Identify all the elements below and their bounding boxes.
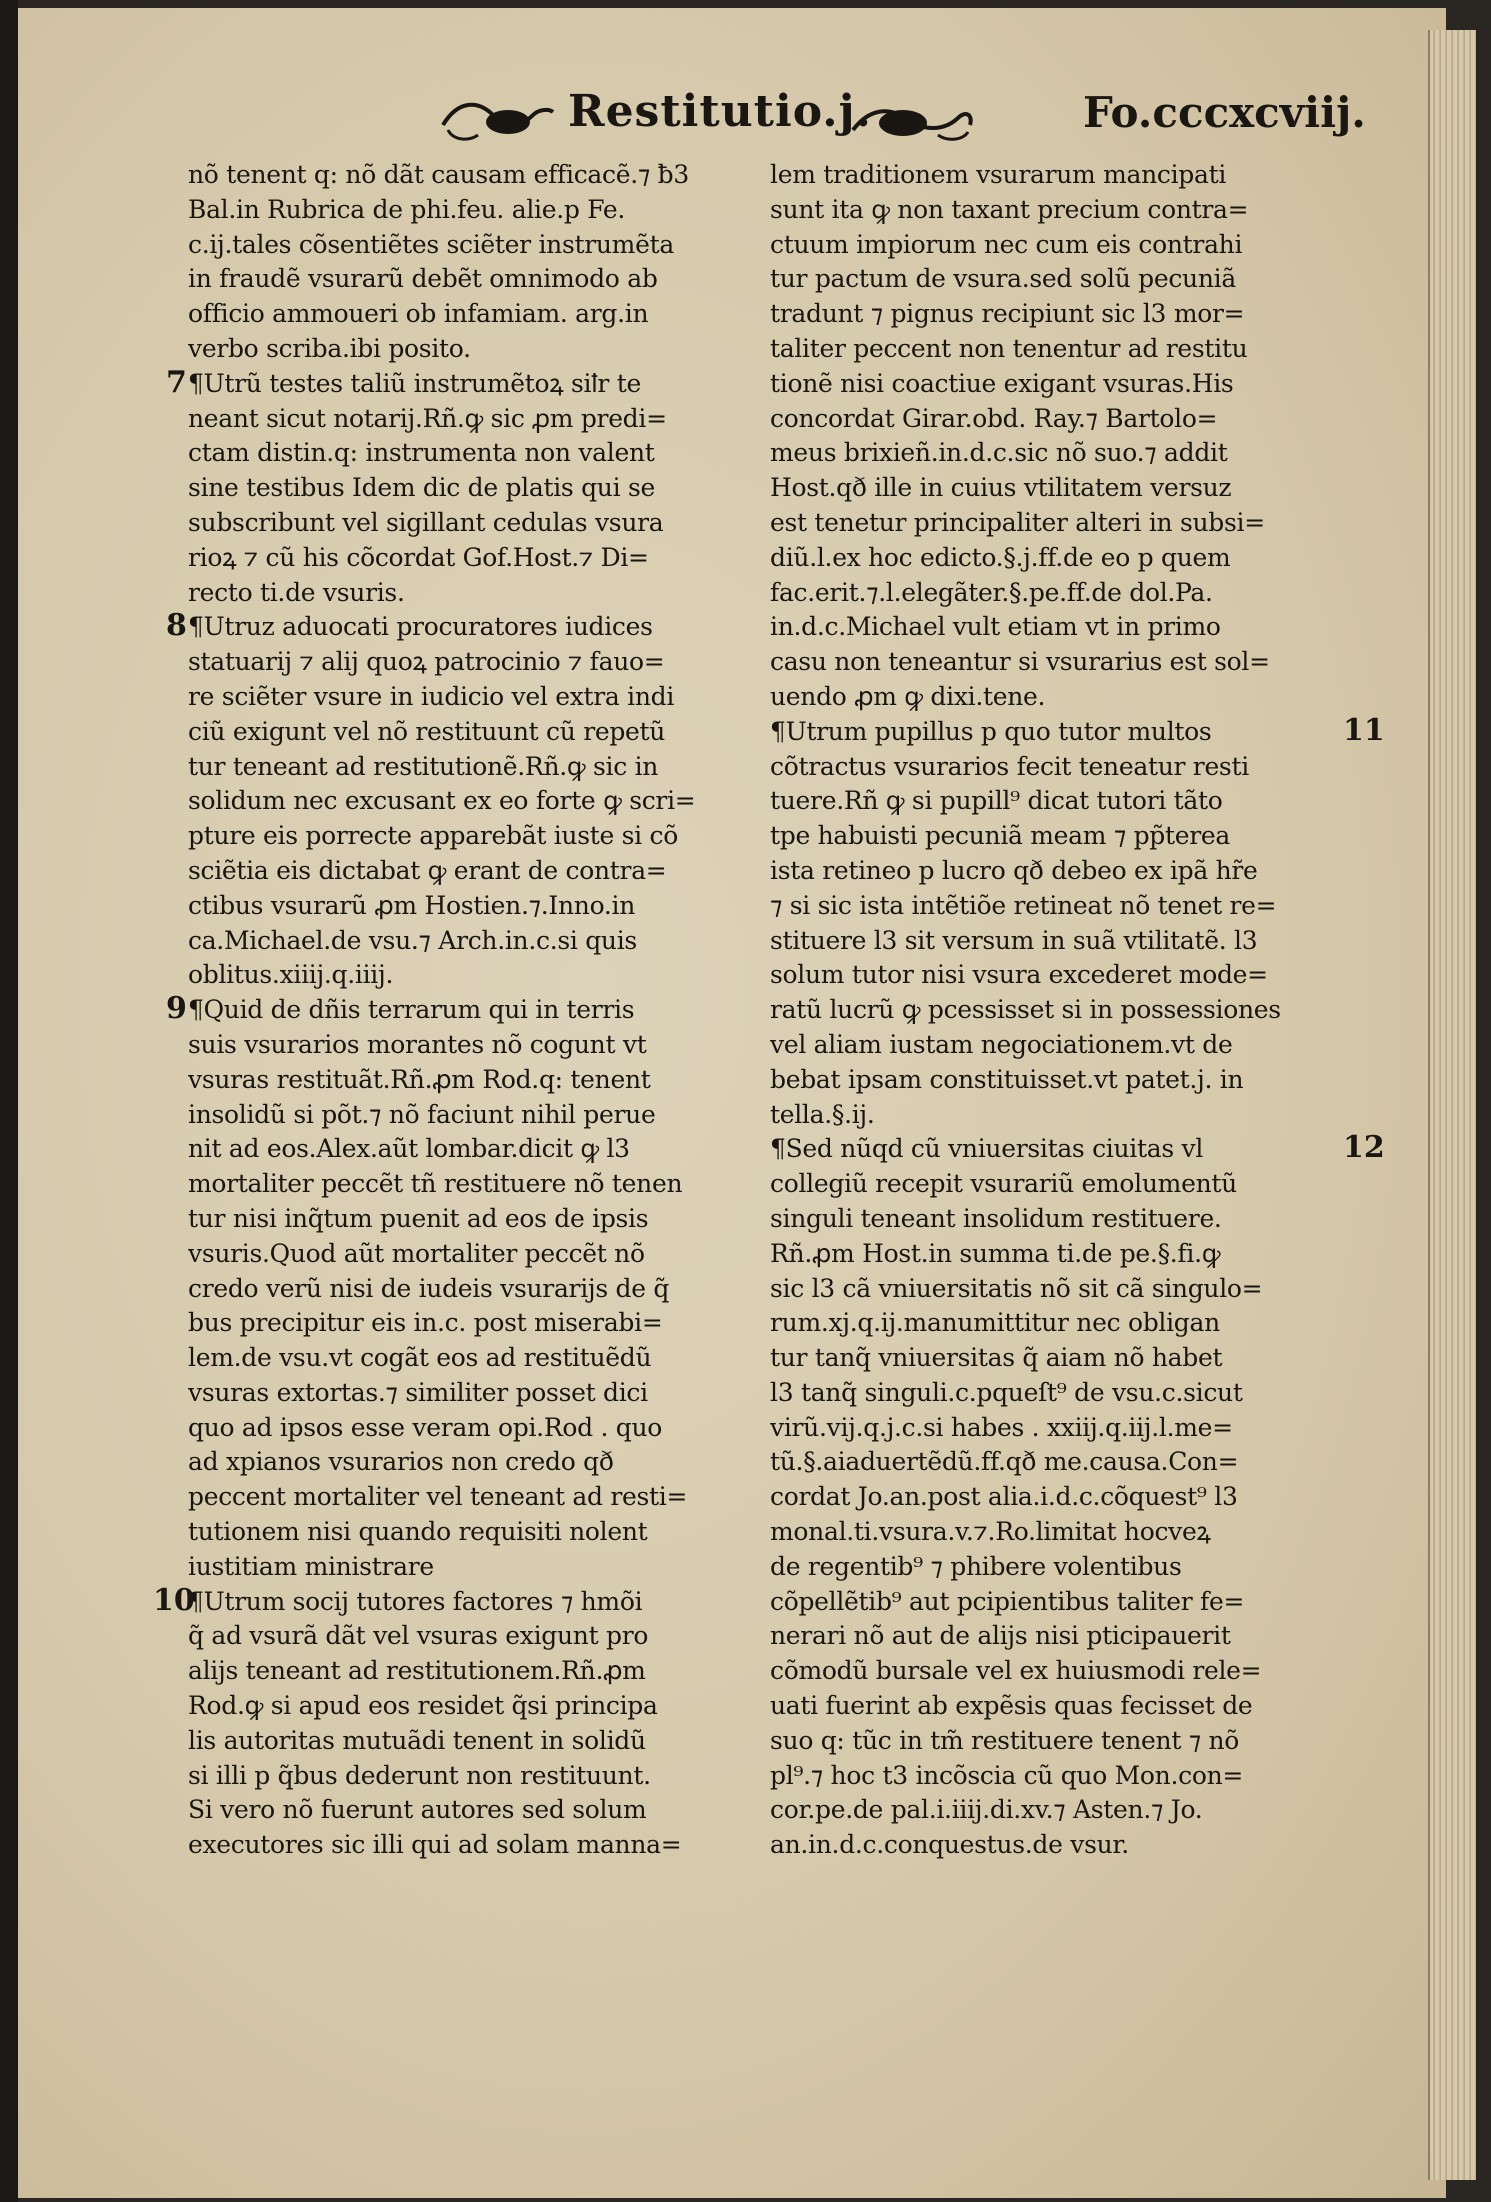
text-line: sine testibus Idem dic de platis qui se — [188, 473, 655, 503]
text-line: iustitiam ministrare — [188, 1551, 434, 1581]
text-line: lem.de vsu.vt cogãt eos ad restituẽdũ — [188, 1343, 652, 1373]
text-line: tur pactum de vsura.sed solũ pecuniã — [770, 264, 1236, 294]
left-fleuron-ornament — [438, 90, 558, 150]
text-line: sunt ita ꝙ non taxant precium contra= — [770, 194, 1249, 224]
right-text-column — [770, 158, 1370, 1863]
text-line: ctibus vsurarũ ꝓm Hostien.⁊.Inno.in — [188, 890, 636, 920]
text-line: collegiũ recepit vsurariũ emolumentũ — [770, 1169, 1237, 1199]
text-line: recto ti.de vsuris. — [188, 577, 405, 607]
text-line: diũ.l.ex hoc edicto.§.j.ff.de eo p quem — [770, 542, 1231, 572]
text-line: est tenetur principaliter alteri in subsi= — [770, 507, 1265, 537]
text-line: officio ammoueri ob infamiam. arg.in — [188, 299, 649, 329]
text-line: tuere.Rñ ꝙ si pupill⁹ dicat tutori tãto — [770, 786, 1223, 816]
binding-shadow — [0, 0, 18, 2202]
text-line: vsuris.Quod aũt mortaliter peccẽt nõ — [188, 1238, 645, 1268]
text-line: Rñ.ꝓm Host.in summa ti.de pe.§.fi.ꝙ — [770, 1238, 1221, 1268]
text-line: ¶Utrum pupillus p quo tutor multos — [770, 716, 1212, 746]
text-line: in.d.c.Michael vult etiam vt in primo — [770, 612, 1221, 642]
text-line: ctuum impiorum nec cum eis contrahi — [770, 229, 1243, 259]
text-line: tur tanq̃ vniuersitas q̃ aiam nõ habet — [770, 1343, 1223, 1373]
text-line: alijs teneant ad restitutionem.Rñ.ꝓm — [188, 1656, 646, 1686]
text-line: vsuras extortas.⁊ similiter posset dici — [188, 1377, 648, 1407]
text-line: de regentib⁹ ⁊ phibere volentibus — [770, 1551, 1182, 1581]
text-line: neant sicut notarij.Rñ.ꝙ sic ꝓm predi= — [188, 403, 667, 433]
text-line: tutionem nisi quando requisiti nolent — [188, 1517, 648, 1547]
text-line: nõ tenent q: nõ dãt causam efficacẽ.⁊ ƀ3 — [188, 160, 689, 189]
text-line: bebat ipsam constituisset.vt patet.j. in — [770, 1064, 1244, 1094]
text-line: sciẽtia eis dictabat ꝙ erant de contra= — [188, 855, 667, 885]
text-line: vsuras restituãt.Rñ.ꝓm Rod.q: tenent — [188, 1064, 651, 1094]
text-line: fac.erit.⁊.l.elegãter.§.pe.ff.de dol.Pa. — [770, 577, 1213, 607]
text-line: tũ.§.aiaduertẽdũ.ff.qð me.causa.Con= — [770, 1447, 1239, 1477]
text-line: ista retineo p lucro qð debeo ex ipã hr̃e — [770, 855, 1258, 885]
running-header — [18, 86, 1446, 156]
text-line: cõmodũ bursale vel ex huiusmodi rele= — [770, 1656, 1262, 1686]
text-line: bus precipitur eis in.c. post miserabi= — [188, 1308, 663, 1338]
text-line: uati fuerint ab expẽsis quas fecisset de — [770, 1691, 1253, 1721]
text-line: Host.qð ille in cuius vtilitatem versuz — [770, 473, 1232, 503]
text-line: oblitus.xiiij.q.iiij. — [188, 960, 394, 990]
margin-number: 9 — [166, 991, 187, 1027]
text-line: uendo ꝓm ꝙ dixi.tene. — [770, 681, 1046, 711]
margin-number: 8 — [166, 608, 187, 644]
text-line: cor.pe.de pal.i.iiij.di.xv.⁊ Asten.⁊ Jo. — [770, 1795, 1203, 1825]
left-text-column — [188, 158, 768, 1863]
text-line: suo q: tũc in tm̃ restituere tenent ⁊ nõ — [770, 1725, 1240, 1755]
margin-number: 10 — [153, 1582, 195, 1618]
text-line: solum tutor nisi vsura excederet mode= — [770, 960, 1268, 990]
text-line: tella.§.ij. — [770, 1099, 875, 1129]
margin-number: 11 — [1343, 712, 1385, 748]
text-line: executores sic illi qui ad solam manna= — [188, 1830, 682, 1860]
text-line: si illi p q̃bus dederunt non restituunt. — [188, 1760, 651, 1790]
text-line: tur teneant ad restitutionẽ.Rñ.ꝙ sic in — [188, 751, 659, 781]
text-line: rum.xj.q.ij.manumittitur nec obligan — [770, 1308, 1220, 1338]
page-fore-edge — [1428, 30, 1476, 2180]
text-line: vel aliam iustam negociationem.vt de — [770, 1029, 1233, 1059]
text-line: singuli teneant insolidum restituere. — [770, 1203, 1222, 1233]
margin-number: 7 — [166, 364, 187, 400]
text-line: peccent mortaliter vel teneant ad resti= — [188, 1482, 688, 1512]
text-line: cõpellẽtib⁹ aut pcipientibus taliter fe= — [770, 1586, 1245, 1616]
text-line: virũ.vij.q.j.c.si habes . xxiij.q.iij.l.me= — [770, 1412, 1233, 1442]
text-line: verbo scriba.ibi posito. — [188, 333, 471, 363]
text-line: sic l3 cã vniuersitatis nõ sit cã singulo= — [770, 1273, 1263, 1303]
text-line: rioꝝ ⁊ cũ his cõcordat Gof.Host.⁊ Di= — [188, 542, 649, 572]
text-line: re sciẽter vsure in iudicio vel extra indi — [188, 681, 675, 711]
text-line: stituere l3 sit versum in suã vtilitatẽ. l3 — [770, 925, 1258, 955]
text-line: solidum nec excusant ex eo forte ꝙ scri= — [188, 786, 696, 816]
folio-number: Fo.cccxcviij. — [1083, 88, 1366, 137]
book-page — [18, 8, 1446, 2198]
text-line: cõtractus vsurarios fecit teneatur resti — [770, 751, 1249, 781]
text-line: quo ad ipsos esse veram opi.Rod . quo — [188, 1412, 663, 1442]
text-line: taliter peccent non tenentur ad restitu — [770, 333, 1248, 363]
text-line: ¶Quid de dñis terrarum qui in terris — [188, 995, 635, 1025]
text-line: c.ij.tales cõsentiẽtes sciẽter instrumẽta — [188, 229, 674, 259]
text-line: meus brixieñ.in.d.c.sic nõ suo.⁊ addit — [770, 438, 1228, 468]
text-line: ¶Utruz aduocati procuratores iudices — [188, 612, 653, 642]
text-line: cordat Jo.an.post alia.i.d.c.cõquest⁹ l3 — [770, 1482, 1238, 1512]
text-line: ctam distin.q: instrumenta non valent — [188, 438, 655, 468]
text-line: ⁊ si sic ista intẽtiõe retineat nõ tenet re= — [770, 890, 1277, 920]
text-line: statuarij ⁊ alij quoꝝ patrocinio ⁊ fauo= — [188, 647, 665, 677]
text-line: lis autoritas mutuãdi tenent in solidũ — [188, 1725, 646, 1755]
text-line: concordat Girar.obd. Ray.⁊ Bartolo= — [770, 403, 1218, 433]
text-line: Bal.in Rubrica de phi.feu. alie.p Fe. — [188, 194, 626, 224]
text-line: ¶Sed nũqd cũ vniuersitas ciuitas vl — [770, 1134, 1204, 1164]
text-line: Rod.ꝙ si apud eos residet q̃si principa — [188, 1691, 658, 1721]
text-line: Si vero nõ fuerunt autores sed solum — [188, 1795, 647, 1825]
text-line: subscribunt vel sigillant cedulas vsura — [188, 507, 664, 537]
text-line: insolidũ si põt.⁊ nõ faciunt nihil perue — [188, 1099, 656, 1129]
text-line: lem traditionem vsurarum mancipati — [770, 160, 1227, 189]
right-fleuron-ornament — [848, 90, 978, 150]
text-line: ¶Utrum socij tutores factores ⁊ hmõi — [188, 1586, 643, 1616]
text-line: nit ad eos.Alex.aũt lombar.dicit ꝙ l3 — [188, 1134, 630, 1164]
text-line: pture eis porrecte apparebãt iuste si cõ — [188, 821, 678, 851]
text-line: ad xpianos vsurarios non credo qð — [188, 1447, 614, 1477]
text-line: ca.Michael.de vsu.⁊ Arch.in.c.si quis — [188, 925, 637, 955]
text-line: credo verũ nisi de iudeis vsurarijs de q̃ — [188, 1273, 670, 1303]
text-line: mortaliter peccẽt tñ restituere nõ tenen — [188, 1169, 683, 1199]
text-line: ciũ exigunt vel nõ restituunt cũ repetũ — [188, 716, 666, 746]
text-line: an.in.d.c.conquestus.de vsur. — [770, 1830, 1129, 1860]
text-line: q̃ ad vsurã dãt vel vsuras exigunt pro — [188, 1621, 649, 1651]
text-line: ¶Utrũ testes taliũ instrumẽtoꝝ siꝉr te — [188, 368, 641, 398]
text-line: nerari nõ aut de alijs nisi pticipauerit — [770, 1621, 1231, 1651]
margin-number: 12 — [1343, 1130, 1385, 1166]
header-title: Restitutio.j. — [568, 86, 872, 137]
text-line: pl⁹.⁊ hoc t3 incõscia cũ quo Mon.con= — [770, 1760, 1244, 1790]
text-line: in fraudẽ vsurarũ debẽt omnimodo ab — [188, 264, 658, 294]
text-line: tionẽ nisi coactiue exigant vsuras.His — [770, 368, 1234, 398]
text-line: l3 tanq̃ singuli.c.pqueſt⁹ de vsu.c.sicut — [770, 1377, 1243, 1407]
text-line: tur nisi inq̃tum puenit ad eos de ipsis — [188, 1203, 649, 1233]
text-line: suis vsurarios morantes nõ cogunt vt — [188, 1029, 647, 1059]
text-line: monal.ti.vsura.v.⁊.Ro.limitat hocveꝝ — [770, 1517, 1211, 1547]
text-line: ratũ lucrũ ꝙ pcessisset si in possessiones — [770, 995, 1281, 1025]
text-line: casu non teneantur si vsurarius est sol= — [770, 647, 1270, 677]
text-line: tradunt ⁊ pignus recipiunt sic l3 mor= — [770, 299, 1245, 329]
text-line: tpe habuisti pecuniã meam ⁊ pp̃terea — [770, 821, 1230, 851]
